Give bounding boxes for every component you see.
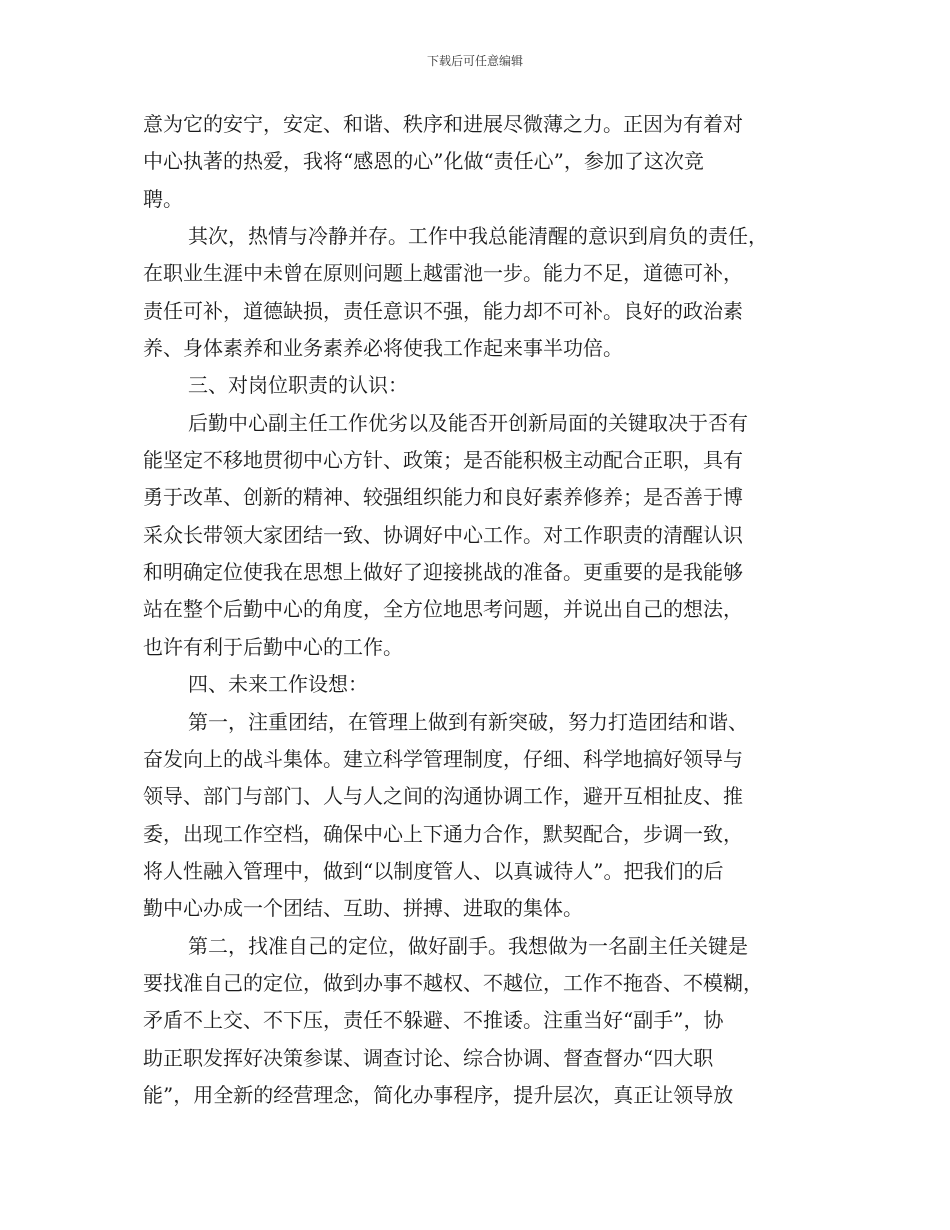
- text-line: 领导、部门与部门、人与人之间的沟通协调工作，避开互相扯皮、推: [143, 784, 743, 809]
- text-line: 能”，用全新的经营理念，简化办事程序，提升层次，真正让领导放: [143, 1082, 734, 1107]
- text-line: 勤中心办成一个团结、互助、拼搏、进取的集体。: [143, 896, 583, 921]
- text-line: 中心执著的热爱，我将“感恩的心”化做“责任心”，参加了这次竞: [143, 149, 704, 174]
- text-line: 其次，热情与冷静并存。工作中我总能清醒的意识到肩负的责任，: [188, 224, 768, 249]
- text-line: 矛盾不上交、不下压，责任不躲避、不推诿。注重当好“副手”，协: [143, 1008, 724, 1033]
- text-line: 第一，注重团结，在管理上做到有新突破，努力打造团结和谐、: [188, 709, 748, 734]
- text-line: 后勤中心副主任工作优劣以及能否开创新局面的关键取决于否有: [188, 410, 748, 435]
- text-line: 勇于改革、创新的精神、较强组织能力和良好素养修养；是否善于博: [143, 485, 743, 510]
- text-line: 第二，找准自己的定位，做好副手。我想做为一名副主任关键是: [188, 933, 748, 958]
- text-line: 委，出现工作空档，确保中心上下通力合作，默契配合，步调一致，: [143, 821, 743, 846]
- text-line: 养、身体素养和业务素养必将使我工作起来事半功倍。: [143, 336, 623, 361]
- document-body: [143, 106, 808, 1114]
- text-line: 三、对岗位职责的认识：: [188, 373, 408, 398]
- text-line: 助正职发挥好决策参谋、调查讨论、综合协调、督查督办“四大职: [143, 1045, 714, 1070]
- text-line: 也许有利于后勤中心的工作。: [143, 634, 403, 659]
- text-line: 四、未来工作设想：: [188, 672, 368, 697]
- page-header: 下载后可任意编辑: [426, 54, 523, 68]
- text-line: 站在整个后勤中心的角度，全方位地思考问题，并说出自己的想法，: [143, 597, 743, 622]
- text-line: 聘。: [143, 186, 183, 211]
- text-line: 采众长带领大家团结一致、协调好中心工作。对工作职责的清醒认识: [143, 522, 743, 547]
- text-line: 和明确定位使我在思想上做好了迎接挑战的准备。更重要的是我能够: [143, 560, 743, 585]
- text-line: 意为它的安宁，安定、和谐、秩序和进展尽微薄之力。正因为有着对: [143, 112, 743, 136]
- text-line: 责任可补，道德缺损，责任意识不强，能力却不可补。良好的政治素: [143, 298, 743, 323]
- text-line: 在职业生涯中未曾在原则问题上越雷池一步。能力不足，道德可补，: [143, 261, 743, 286]
- text-line: 将人性融入管理中，做到“以制度管人、以真诚待人”。把我们的后: [143, 858, 724, 883]
- text-line: 要找准自己的定位，做到办事不越权、不越位，工作不拖沓、不模糊，: [143, 970, 763, 995]
- text-line: 奋发向上的战斗集体。建立科学管理制度，仔细、科学地搞好领导与: [143, 746, 743, 771]
- text-line: 能坚定不移地贯彻中心方针、政策；是否能积极主动配合正职，具有: [143, 448, 743, 473]
